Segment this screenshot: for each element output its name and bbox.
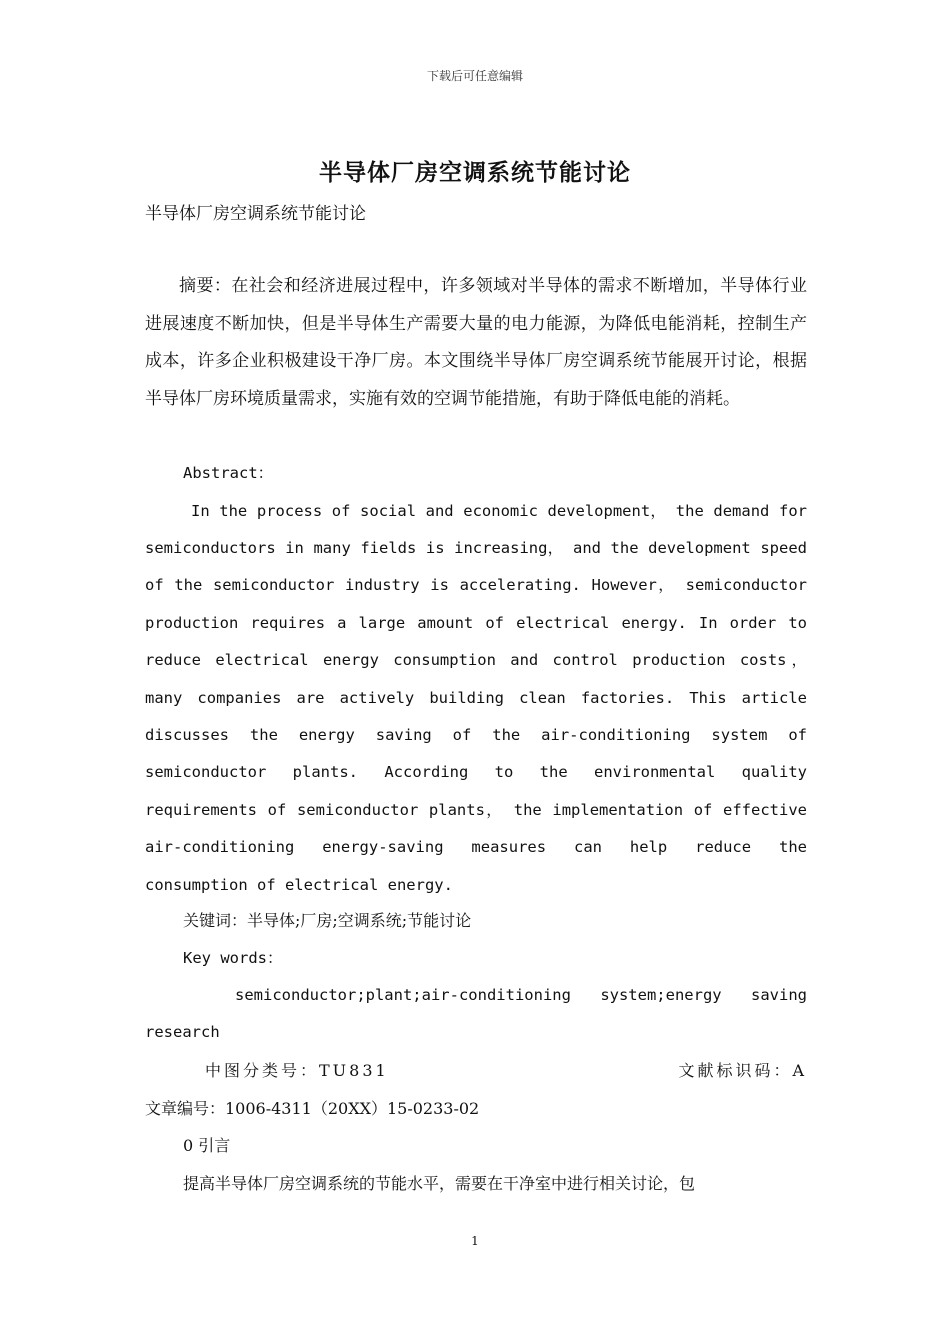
page-title: 半导体厂房空调系统节能讨论	[319, 159, 631, 186]
abstract-cn: 摘要：在社会和经济进展过程中，许多领域对半导体的需求不断增加，半导体行业进展速度不断加快，但是半导体生产需要大量的电力能源，为降低电能消耗，控制生产成本，许多企业积极建设干净厂房。本文围绕半导体厂房空调系统节能展开讨论，根据半导体厂房环境质量需求，实施有效的空调节能措施，有助于降低电能的消耗。	[145, 276, 807, 409]
abstract-en-block	[145, 455, 807, 904]
article-number: 文章编号：1006-4311（20XX）15-0233-02	[145, 1098, 480, 1118]
page-number: 1	[471, 1234, 479, 1248]
header-note: 下载后可任意编辑	[426, 69, 523, 83]
keywords-en: semiconductor;plant;air-conditioning system;energy saving research	[145, 986, 807, 1042]
keywords-block	[145, 902, 807, 1052]
classification-number: 中图分类号：TU831	[205, 1061, 389, 1080]
classification-row	[145, 1052, 807, 1090]
abstract-cn-block	[145, 268, 807, 418]
section-heading: 0 引言	[183, 1136, 231, 1155]
abstract-en-label: Abstract：	[183, 464, 274, 482]
classification-block	[145, 1052, 807, 1202]
subtitle: 半导体厂房空调系统节能讨论	[145, 204, 366, 224]
abstract-en: In the process of social and economic development， the demand for semiconductors in many fields is increasing， and the development speed of the semiconductor industry is accelerating. However， semiconductor production requires a large amount of electrical energy. In order to reduce electrical energy consumption and control production costs， many companies are actively building clean factories. This article discusses the energy saving of the air-conditioning system of semiconductor plants. According to the environmental quality requirements of semiconductor plants， the implementation of effective air-conditioning energy-saving measures can help reduce the consumption of electrical energy.	[145, 501, 807, 894]
document-code: 文献标识码：A	[678, 1061, 807, 1080]
intro-text: 提高半导体厂房空调系统的节能水平，需要在干净室中进行相关讨论，包	[183, 1173, 696, 1193]
keywords-en-label: Key words：	[183, 948, 283, 967]
keywords-cn: 关键词：半导体;厂房;空调系统;节能讨论	[183, 911, 472, 930]
